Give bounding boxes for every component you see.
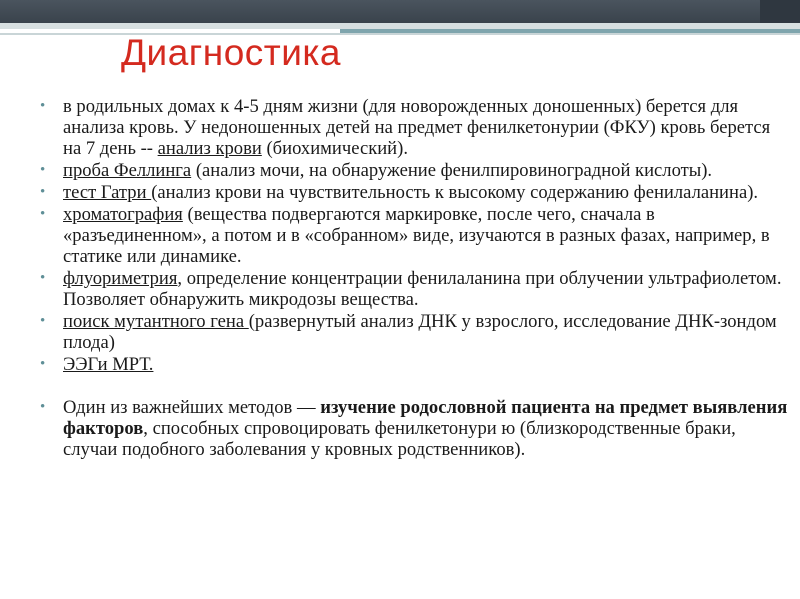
item-text: в родильных домах к 4-5 дням жизни (для новорожденных доношенных) берется для анализа кровь. У недоношенных детей на предмет фенилкетонурии (ФКУ) кровь берется на 7 день -- [63,96,771,159]
list-item [38,160,790,181]
list-item [38,182,790,203]
bullet-icon: • [40,184,46,200]
list-item [38,268,790,310]
item-text: (биохимический). [261,138,408,159]
final-text: , способных спровоцировать фенилкетонури ю (близкородственные браки, случаи подобного заболевания у кровных родственников). [63,418,736,460]
bullet-icon: • [40,162,46,178]
item-text: (анализ мочи, на обнаружение фенилпировиноградной кислоты). [191,160,713,181]
bullet-icon: • [40,270,46,286]
item-text: , определение концентрации фенилаланина при облучении ультрафиолетом. Позволяет обнаружить микродозы вещества. [63,268,782,310]
item-link[interactable]: ЭЭГи МРТ. [63,354,154,375]
bullet-icon: • [40,399,46,415]
final-text: Один из важнейших методов — [63,397,321,418]
item-text: (развернутый анализ ДНК у взрослого, исследование ДНК-зондом плода) [63,311,777,353]
bullet-icon: • [40,313,46,329]
list-item [38,354,790,375]
list-item [38,204,790,267]
top-bar [0,0,800,23]
bullet-icon: • [40,98,46,114]
item-link[interactable]: проба Феллинга [63,160,192,181]
list-item [38,311,790,353]
final-emphasis: изучение родословной пациента на предмет выявления факторов [63,397,788,439]
bullet-list [38,96,790,461]
item-text: (анализ крови на чувствительность к высокому содержанию фенилаланина). [151,182,759,203]
top-bar-corner [760,0,800,23]
bullet-icon: • [40,206,46,222]
list-item-final [38,397,790,460]
item-link[interactable]: анализ крови [157,138,262,159]
slide-title: Диагностика [121,32,342,73]
item-text: (вещества подвергаются маркировке, после чего, сначала в «разъединенном», а потом и в «собранном» виде, изучаются в разных фазах, например, в статике или динамике. [63,204,770,267]
list-item [38,96,790,159]
bullet-icon: • [40,356,46,372]
item-link[interactable]: хроматография [63,204,183,225]
header-thin-stripe [0,33,800,35]
item-link[interactable]: поиск мутантного гена [63,311,249,332]
item-link[interactable]: тест Гатри [63,182,152,203]
item-link[interactable]: флуориметрия [63,268,178,289]
